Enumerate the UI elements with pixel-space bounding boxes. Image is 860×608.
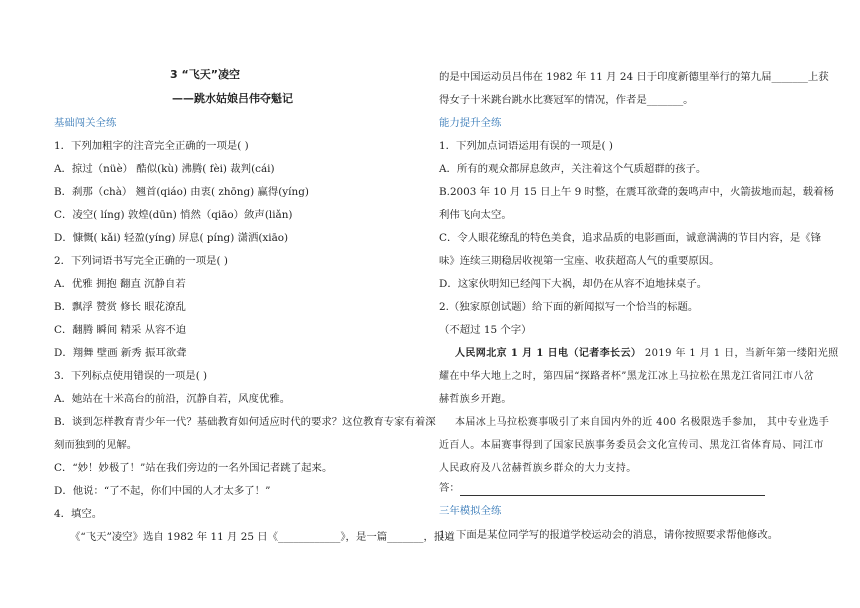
section-heading-three-year: 三年模拟全练 bbox=[439, 505, 502, 517]
question-3-option-a: A．她站在十米高台的前沿，沉静自若，风度优雅。 bbox=[54, 393, 291, 405]
question-4-text-cont: 的是中国运动员吕伟在 1982 年 11 月 24 日于印度新德里举行的第九届_______上获 bbox=[439, 71, 829, 83]
ability-question-2-note: （不超过 15 个字） bbox=[439, 324, 532, 336]
question-1-option-c: C．凌空( líng) 敦煌(dūn) 悄然（qiāo）敛声(liǎn) bbox=[54, 209, 293, 221]
ability-question-1-option-b-cont: 利伟飞向太空。 bbox=[439, 209, 512, 221]
section-heading-basic: 基础闯关全练 bbox=[54, 117, 117, 129]
question-2-option-c: C．翻腾 瞬间 精采 从容不迫 bbox=[54, 324, 187, 336]
question-1-option-b: B．刹那（chà） 翘首(qiáo) 由衷( zhōng) 赢得(yíng) bbox=[54, 186, 309, 198]
news-line-5: 近百人。本届赛事得到了国家民族事务委员会文化宣传司、黑龙江省体育局、同江市 bbox=[439, 440, 824, 451]
question-1: 1．下列加粗字的注音完全正确的一项是( ) bbox=[54, 140, 249, 152]
section-heading-ability: 能力提升全练 bbox=[439, 117, 502, 129]
question-2-option-a: A．优雅 拥抱 翻直 沉静自若 bbox=[54, 278, 186, 290]
question-2-option-b: B．飘浮 赞赏 修长 眼花潦乱 bbox=[54, 301, 186, 313]
question-3-option-c: C．“妙！妙极了！”站在我们旁边的一名外国记者跳了起来。 bbox=[54, 462, 333, 474]
three-year-question-1: 1．下面是某位同学写的报道学校运动会的消息，请你按照要求帮他修改。 bbox=[439, 529, 779, 541]
news-line-6: 人民政府及八岔赫哲族乡群众的大力支持。 bbox=[439, 463, 637, 474]
news-dateline: 人民网北京 1 月 1 日电（记者李长云） bbox=[455, 348, 642, 359]
article-title: 3 “飞天”凌空 bbox=[170, 68, 240, 81]
answer-row bbox=[439, 482, 765, 496]
ability-question-1-option-c-cont: 味》连续三期稳居收视第一宝座、收获超高人气的重要原因。 bbox=[439, 255, 720, 267]
answer-label: 答： bbox=[439, 482, 460, 494]
answer-blank-line[interactable] bbox=[460, 485, 765, 496]
question-2-option-d: D．翔舞 壁画 新秀 振耳欲聋 bbox=[54, 347, 187, 359]
question-1-option-d: D．慷慨( kǎi) 轻盈(yíng) 屏息( píng) 潇洒(xiāo) bbox=[54, 232, 289, 244]
news-paragraph-1 bbox=[455, 347, 839, 360]
ability-question-1-option-b: B.2003 年 10 月 15 日上午 9 时整，在震耳欲聋的轰鸣声中，火箭拔地而起，载着杨 bbox=[439, 186, 834, 198]
question-4-text-cont-2: 得女子十米跳台跳水比赛冠军的情况，作者是_______。 bbox=[439, 94, 694, 106]
news-text-1: 2019 年 1 月 1 日，当新年第一缕阳光照 bbox=[641, 348, 839, 359]
ability-question-1-option-d: D．这家伙明知已经闯下大祸，却仍在从容不迫地抹桌子。 bbox=[439, 278, 708, 290]
ability-question-1-option-c: C．令人眼花缭乱的特色美食，追求品质的电影画面，诚意满满的节目内容，是《锋 bbox=[439, 232, 822, 244]
question-4-text: 《“飞天”凌空》选自 1982 年 11 月 25 日《____________》，是一篇_______，报道 bbox=[70, 531, 455, 543]
article-subtitle: ——跳水姑娘吕伟夺魁记 bbox=[172, 92, 293, 105]
question-3-option-b: B．谈到怎样教育青少年一代？基础教育如何适应时代的要求？这位教育专家有着深 bbox=[54, 416, 436, 428]
question-3-option-b-cont: 刻而独到的见解。 bbox=[54, 439, 138, 451]
ability-question-1: 1．下列加点词语运用有误的一项是( ) bbox=[439, 140, 613, 152]
news-line-2: 耀在中华大地上之时，第四届“探路者杯”黑龙江冰上马拉松在黑龙江省同江市八岔 bbox=[439, 371, 815, 382]
question-4: 4．填空。 bbox=[54, 508, 103, 520]
ability-question-2: 2.（独家原创试题）给下面的新闻拟写一个恰当的标题。 bbox=[439, 301, 699, 313]
news-line-3: 赫哲族乡开跑。 bbox=[439, 394, 512, 405]
news-paragraph-2: 本届冰上马拉松赛事吸引了来自国内外的近 400 名极限选手参加， 其中专业选手 bbox=[455, 417, 830, 428]
question-1-option-a: A．掠过（nüè） 酷似(kù) 沸腾( fèi) 裁判(cái) bbox=[54, 163, 275, 175]
question-2: 2．下列词语书写完全正确的一项是( ) bbox=[54, 255, 228, 267]
ability-question-1-option-a: A．所有的观众都屏息敛声，关注着这个气质超群的孩子。 bbox=[439, 163, 707, 175]
question-3-option-d: D．他说：“了不起，你们中国的人才太多了！” bbox=[54, 485, 271, 497]
question-3: 3．下列标点使用错误的一项是( ) bbox=[54, 370, 208, 382]
